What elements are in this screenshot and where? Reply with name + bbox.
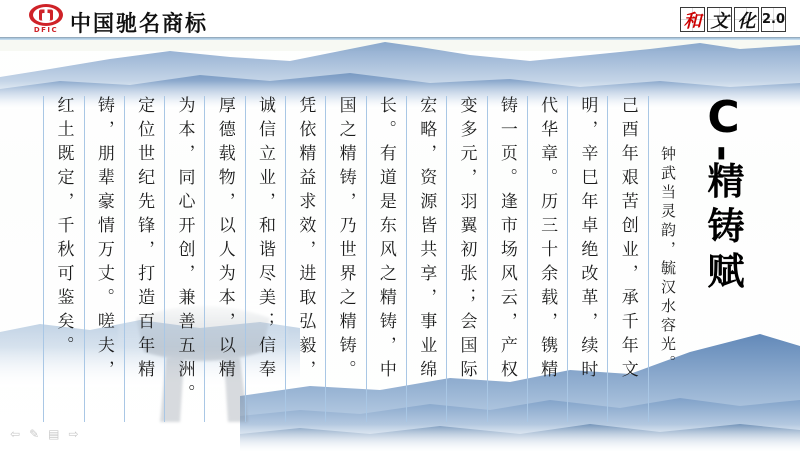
- poem-column: 凭依精益求效，进取弘毅，: [285, 96, 325, 422]
- badge-char-box: 化: [734, 7, 759, 32]
- header-bar: [0, 0, 800, 37]
- poem-column: 铸一页。逢市场风云，产权: [487, 96, 527, 422]
- title-prefix: C: [698, 92, 749, 145]
- title-dash: -: [700, 145, 746, 162]
- prev-slide-button[interactable]: ⇦: [10, 427, 21, 441]
- poem-column: 变多元，羽翼初张；会国际: [446, 96, 486, 422]
- slideshow-controls: [10, 428, 79, 440]
- poem-text: [43, 96, 688, 422]
- badge-char-box: 和: [680, 7, 705, 32]
- poem-column: 国之精铸，乃世界之精铸。: [325, 96, 365, 422]
- title-name: 精铸赋: [701, 161, 745, 297]
- badge-character-boxes: [680, 7, 759, 32]
- poem-column: 钟武当灵韵，毓汉水容光。: [648, 96, 688, 422]
- logo-abbr-text: DFIC: [33, 26, 59, 34]
- hewenhua-badge: [680, 7, 786, 32]
- poem-column: 宏略，资源皆共享，事业绵: [406, 96, 446, 422]
- header-divider: [0, 37, 800, 40]
- poem-column: 代华章。历三十余载，镌精: [527, 96, 567, 422]
- poem-column: 诚信立业，和谐尽美；信奉: [245, 96, 285, 422]
- dfic-logo-icon: [26, 3, 66, 36]
- page-title: [696, 92, 750, 297]
- pen-tool-button[interactable]: ✎: [29, 427, 40, 441]
- menu-button[interactable]: ▤: [48, 427, 60, 441]
- poem-column: 厚德载物，以人为本，以精: [204, 96, 244, 422]
- poem-column: 为本，同心开创，兼善五洲。: [164, 96, 204, 422]
- badge-version-box: 2.0: [761, 7, 786, 32]
- poem-column: 明，辛巳年卓绝改革，续时: [567, 96, 607, 422]
- next-slide-button[interactable]: ⇨: [68, 427, 79, 441]
- badge-char-box: 文: [707, 7, 732, 32]
- brand-title: 中国驰名商标: [70, 11, 208, 37]
- poem-column: 己酉年艰苦创业，承千年文: [607, 96, 647, 422]
- poem-column: 铸，朋辈豪情万丈。嗟夫，: [84, 96, 124, 422]
- poem-column: 红土既定，千秋可鉴矣。: [43, 96, 83, 422]
- dfic-logo-mark-icon: [28, 3, 64, 27]
- poem-column: 定位世纪先锋，打造百年精: [124, 96, 164, 422]
- poem-column: 长。有道是东风之精铸，中: [366, 96, 406, 422]
